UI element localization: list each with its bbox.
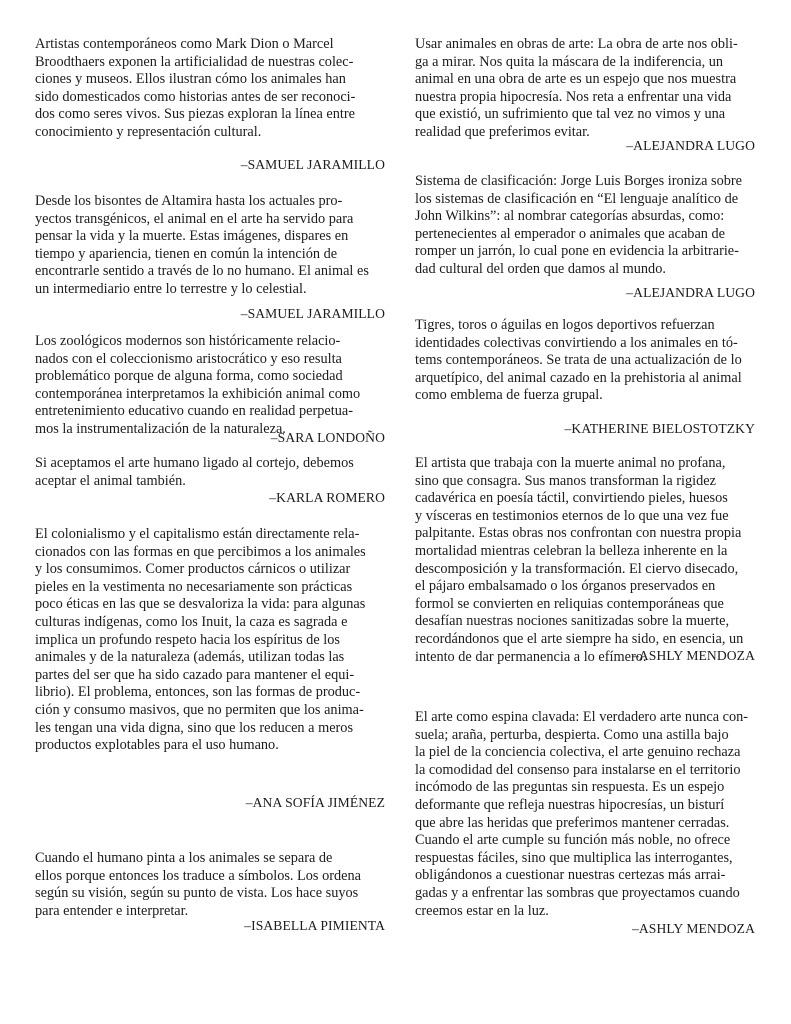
quote-line: los sistemas de clasificación en “El lenguaje analítico de (415, 190, 739, 207)
quote-paragraph (415, 173, 742, 279)
quote-line: intento de dar permanencia a lo efímero. (415, 648, 647, 665)
quote-line: problemático porque de alguna forma, como sociedad (35, 368, 343, 385)
quote-line: arquetípico, del animal cazado en la prehistoria al animal (415, 369, 742, 386)
quote-line: librio). El problema, entonces, son las formas de produc- (35, 684, 361, 701)
quote-paragraph (35, 850, 361, 920)
quote-line: dos como seres vivos. Sus piezas exploran la línea entre (35, 106, 356, 123)
quote-line: deformante que refleja nuestras hipocresías, un bisturí (415, 796, 725, 813)
quote-line: mortalidad mientras celebran la belleza inherente en la (415, 542, 728, 559)
quote-paragraph (415, 36, 738, 142)
quote-line: entretenimiento educativo cuando en realidad perpetua- (35, 403, 353, 420)
quote-line: sido domesticados como historias antes de ser reconoci- (35, 88, 356, 105)
quote-author: –SAMUEL JARAMILLO (240, 306, 385, 321)
quote-line: como emblema de fuerza grupal. (415, 387, 603, 404)
quote-line: yectos transgénicos, el animal en el arte ha servido para (35, 210, 354, 227)
quote-author: –SARA LONDOÑO (270, 430, 385, 445)
quote-line: culturas indígenas, como los Inuit, la caza es sagrada e (35, 613, 348, 630)
quote-paragraph (35, 333, 360, 439)
quote-line: conocimiento y representación cultural. (35, 123, 262, 140)
quote-author: –KATHERINE BIELOSTOTZKY (564, 421, 755, 436)
quote-line: Tigres, toros o águilas en logos deportivos refuerzan (415, 317, 715, 333)
quote-line: ciones y museos. Ellos ilustran cómo los animales han (35, 71, 346, 88)
quote-line: descomposición y la transformación. El ciervo disecado, (415, 560, 739, 577)
quote-line: ellos porque entonces los traduce a símbolos. Los ordena (35, 867, 361, 884)
quote-author: –SAMUEL JARAMILLO (240, 157, 385, 172)
quote-line: cadavérica en poesía táctil, convirtiendo pieles, huesos (415, 490, 728, 507)
quote-line: productos explotables para el uso humano. (35, 737, 279, 754)
quote-line: Sistema de clasificación: Jorge Luis Borges ironiza sobre (415, 173, 743, 189)
quote-line: recordándonos que el arte siempre ha sido, en esencia, un (415, 630, 744, 647)
quote-line: formol se convierten en reliquias contemporáneas que (415, 595, 724, 612)
quote-line: Los zoológicos modernos son históricamente relacio- (35, 333, 341, 349)
quote-line: Si aceptamos el arte humano ligado al cortejo, debemos (35, 455, 354, 471)
quote-author: –ISABELLA PIMIENTA (244, 918, 385, 933)
quote-paragraph (415, 455, 743, 666)
quote-line: animal en una obra de arte es un espejo que nos muestra (415, 71, 737, 88)
quote-line: dad cultural del orden que damos al mundo. (415, 260, 666, 277)
quote-line: respuestas fáciles, sino que multiplica las interrogantes, (415, 849, 733, 866)
quote-line: realidad que preferimos evitar. (415, 123, 590, 140)
quote-line: ción y consumo masivos, que no permiten que los anima- (35, 701, 364, 718)
quote-author: –ALEJANDRA LUGO (626, 285, 755, 300)
quote-author: –ALEJANDRA LUGO (626, 138, 755, 153)
quote-line: suela; araña, perturba, despierta. Como una astilla bajo (415, 726, 729, 743)
quote-line: cionados con las formas en que percibimos a los animales (35, 543, 366, 560)
quote-line: pertenecientes al emperador o animales que acaban de (415, 225, 726, 242)
quote-line: la comodidad del consenso para instalarse en el territorio (415, 761, 741, 778)
quote-line: según su visión, según su punto de vista. Los hace suyos (35, 885, 359, 902)
quote-line: nuestra propia hipocresía. Nos reta a enfrentar una vida (415, 88, 732, 105)
quote-line: Desde los bisontes de Altamira hasta los actuales pro- (35, 193, 343, 209)
quote-line: sino que consagra. Sus manos transforman la rigidez (415, 472, 716, 489)
quote-author: –ASHLY MENDOZA (631, 648, 755, 663)
quote-line: El colonialismo y el capitalismo están directamente rela- (35, 526, 360, 542)
quote-line: les tengan una vida digna, sino que los reducen a meros (35, 719, 354, 736)
quote-line: que existió, un sufrimiento que tal vez no vimos y una (415, 106, 726, 123)
quote-line: palpitante. Estas obras nos confrontan con nuestra propia (415, 525, 742, 542)
quote-line: desafían nuestras nociones sanitizadas sobre la muerte, (415, 613, 730, 630)
quote-line: la piel de la conciencia colectiva, el arte genuino rechaza (415, 744, 741, 761)
quote-paragraph (35, 193, 369, 299)
quote-paragraph (35, 455, 354, 490)
quote-line: el pájaro embalsamado o los órganos preservados en (415, 578, 716, 595)
quote-line: que abre las heridas que preferimos mantener cerradas. (415, 814, 730, 831)
quote-line: y los consumimos. Comer productos cárnicos o utilizar (35, 561, 351, 578)
quote-line: implica un profundo respeto hacia los espíritus de los (35, 631, 340, 648)
quote-line: ga a mirar. Nos quita la máscara de la indiferencia, un (415, 53, 724, 70)
quote-paragraph (35, 36, 355, 142)
quote-line: Artistas contemporáneos como Mark Dion o Marcel (35, 36, 334, 52)
quote-line: Usar animales en obras de arte: La obra de arte nos obli- (415, 36, 738, 52)
quote-line: El arte como espina clavada: El verdadero arte nunca con- (415, 709, 749, 725)
quote-paragraph (415, 709, 748, 920)
quote-line: Broodthaers exponen la artificialidad de nuestras colec- (35, 53, 354, 70)
quote-line: para entender e interpretar. (35, 902, 189, 919)
quote-line: John Wilkins”: al nombrar categorías absurdas, como: (415, 208, 725, 225)
quote-line: obligándonos a cuestionar nuestras certezas más arrai- (415, 867, 726, 884)
quote-line: contemporánea interpretamos la exhibición animal como (35, 385, 361, 402)
quote-author: –KARLA ROMERO (269, 490, 385, 505)
quote-paragraph (415, 317, 742, 405)
quote-line: encontrarle sentido a través de lo no humano. El animal es (35, 263, 369, 280)
quote-line: partes del ser que ha sido cazado para mantener el equi- (35, 666, 355, 683)
quote-line: y vísceras en testimonios eternos de lo que una vez fue (415, 507, 729, 524)
quote-author: –ASHLY MENDOZA (631, 921, 755, 936)
quote-line: tiempo y apariencia, tienen en común la intención de (35, 245, 338, 262)
quote-line: El artista que trabaja con la muerte animal no profana, (415, 455, 726, 471)
quote-line: animales y de la naturaleza (además, utilizan todas las (35, 649, 345, 666)
quote-line: romper un jarrón, lo cual pone en evidencia la arbitrarie- (415, 243, 739, 260)
quote-line: tems contemporáneos. Se trata de una actualización de lo (415, 352, 742, 369)
quote-line: mos la instrumentalización de la naturaleza. (35, 420, 286, 437)
quote-line: incómodo de las preguntas sin respuesta. Es un espejo (415, 779, 725, 796)
quote-line: pieles en la vestimenta no necesariamente son prácticas (35, 578, 353, 595)
quote-line: un intermediario entre lo terrestre y lo celestial. (35, 280, 307, 297)
quote-line: gadas y a enfrentar las sombras que proyectamos cuando (415, 884, 740, 901)
quote-line: identidades colectivas convirtiendo a los animales en tó- (415, 334, 738, 351)
quote-line: pensar la vida y la muerte. Estas imágenes, dispares en (35, 228, 349, 245)
quote-line: Cuando el arte cumple su función más noble, no ofrece (415, 832, 731, 849)
quote-author: –ANA SOFÍA JIMÉNEZ (245, 795, 385, 810)
quote-line: creemos estar en la luz. (415, 902, 549, 919)
quote-paragraph (35, 526, 366, 755)
quote-line: poco éticas en las que se desvaloriza la vida: para algunas (35, 596, 366, 613)
quote-line: aceptar el animal también. (35, 472, 186, 489)
quote-line: Cuando el humano pinta a los animales se separa de (35, 850, 333, 866)
quote-line: nados con el coleccionismo aristocrático y eso resulta (35, 350, 342, 367)
